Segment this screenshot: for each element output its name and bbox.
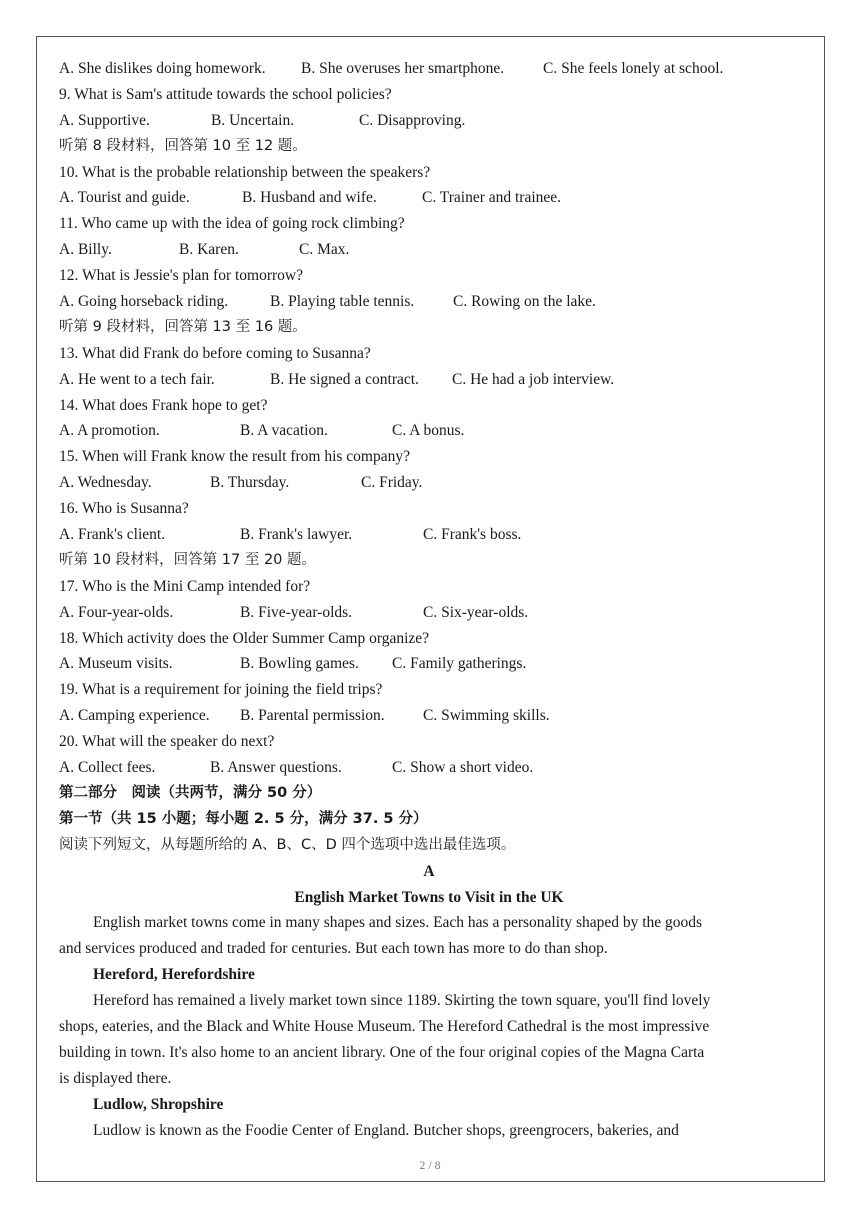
paragraph-hereford — [59, 988, 799, 1092]
q9-option-b: B. Uncertain. — [211, 111, 295, 129]
paragraph-hereford-line: building in town. It's also home to an ancient library. One of the four original copies of the Magna Carta — [59, 1043, 705, 1061]
paragraph-hereford-line: shops, eateries, and the Black and White House Museum. The Hereford Cathedral is the most impressive — [59, 1017, 710, 1035]
q11-options — [59, 237, 799, 263]
q20-option-a: A. Collect fees. — [59, 759, 156, 777]
paragraph-intro — [59, 910, 799, 962]
q15-option-a: A. Wednesday. — [59, 474, 152, 492]
q13-options — [59, 367, 799, 393]
q10-option-a: A. Tourist and guide. — [59, 189, 190, 207]
q11-stem: 11. Who came up with the idea of going rock climbing? — [59, 215, 405, 233]
q11-option-b: B. Karen. — [179, 241, 239, 259]
q13-option-a: A. He went to a tech fair. — [59, 370, 215, 388]
q14-options — [59, 418, 799, 444]
paragraph-ludlow — [59, 1118, 799, 1144]
part-2-title: 第二部分 阅读（共两节，满分 50 分） — [59, 784, 322, 801]
q19-stem: 19. What is a requirement for joining the field trips? — [59, 681, 383, 699]
q11-option-c: C. Max. — [299, 241, 350, 259]
q14-option-c: C. A bonus. — [392, 422, 465, 440]
q10-options — [59, 185, 799, 211]
paragraph-intro-line: and services produced and traded for centuries. But each town has more to do than shop. — [59, 940, 608, 958]
q16-stem: 16. Who is Susanna? — [59, 500, 189, 518]
q20-option-b: B. Answer questions. — [210, 759, 342, 777]
paragraph-ludlow-line: Ludlow is known as the Foodie Center of England. Butcher shops, greengrocers, bakeries, and — [93, 1121, 679, 1139]
q18-stem: 18. Which activity does the Older Summer Camp organize? — [59, 629, 430, 647]
page-content — [59, 56, 799, 1143]
q19-option-c: C. Swimming skills. — [423, 707, 550, 725]
q17-stem: 17. Who is the Mini Camp intended for? — [59, 577, 311, 595]
q17-option-c: C. Six-year-olds. — [423, 603, 529, 621]
q15-options — [59, 470, 799, 496]
reading-instructions: 阅读下列短文，从每题所给的 A、B、C、D 四个选项中选出最佳选项。 — [59, 836, 516, 853]
q9-stem: 9. What is Sam's attitude towards the school policies? — [59, 85, 392, 103]
q18-option-b: B. Bowling games. — [240, 655, 359, 673]
page-number: 2 / 8 — [419, 1158, 441, 1172]
q19-option-b: B. Parental permission. — [240, 707, 385, 725]
q16-option-c: C. Frank's boss. — [423, 526, 522, 544]
q8-option-c: C. She feels lonely at school. — [543, 60, 724, 77]
q10-option-c: C. Trainer and trainee. — [422, 189, 562, 207]
q11-option-a: A. Billy. — [59, 241, 112, 259]
q12-option-a: A. Going horseback riding. — [59, 293, 229, 311]
paragraph-hereford-line: Hereford has remained a lively market town since 1189. Skirting the town square, you'll find lovely — [93, 992, 711, 1010]
q9-options — [59, 108, 799, 134]
q8-options — [59, 56, 799, 82]
q16-option-b: B. Frank's lawyer. — [240, 526, 353, 544]
passage-title: English Market Towns to Visit in the UK — [294, 888, 564, 906]
q19-option-a: A. Camping experience. — [59, 707, 210, 725]
q12-option-b: B. Playing table tennis. — [270, 293, 415, 311]
q18-options — [59, 651, 799, 677]
q14-option-b: B. A vacation. — [240, 422, 328, 440]
q9-option-a: A. Supportive. — [59, 111, 150, 129]
q14-stem: 14. What does Frank hope to get? — [59, 396, 268, 414]
q12-option-c: C. Rowing on the lake. — [453, 293, 596, 311]
paragraph-hereford-line: is displayed there. — [59, 1069, 172, 1087]
q15-option-b: B. Thursday. — [210, 474, 290, 492]
section-9-instruction: 听第 9 段材料，回答第 13 至 16 题。 — [59, 318, 307, 335]
q13-option-c: C. He had a job interview. — [452, 370, 615, 388]
q8-option-b: B. She overuses her smartphone. — [301, 60, 505, 77]
q9-option-c: C. Disapproving. — [359, 111, 466, 129]
q17-options — [59, 600, 799, 626]
q13-stem: 13. What did Frank do before coming to Susanna? — [59, 344, 371, 362]
q20-option-c: C. Show a short video. — [392, 759, 534, 777]
paragraph-intro-line: English market towns come in many shapes and sizes. Each has a personality shaped by the goods — [93, 914, 703, 932]
q20-options — [59, 755, 799, 781]
q18-option-a: A. Museum visits. — [59, 655, 173, 673]
q16-option-a: A. Frank's client. — [59, 526, 166, 544]
q10-option-b: B. Husband and wife. — [242, 189, 377, 207]
q17-option-a: A. Four-year-olds. — [59, 603, 174, 621]
q18-option-c: C. Family gatherings. — [392, 655, 527, 673]
q20-stem: 20. What will the speaker do next? — [59, 733, 275, 751]
section-8-instruction: 听第 8 段材料，回答第 10 至 12 题。 — [59, 137, 307, 154]
passage-letter: A — [423, 862, 435, 880]
heading-hereford: Hereford, Herefordshire — [93, 966, 255, 984]
q16-options — [59, 522, 799, 548]
section-10-instruction: 听第 10 段材料，回答第 17 至 20 题。 — [59, 551, 317, 568]
q15-stem: 15. When will Frank know the result from his company? — [59, 448, 410, 466]
q12-stem: 12. What is Jessie's plan for tomorrow? — [59, 267, 304, 285]
q13-option-b: B. He signed a contract. — [270, 370, 419, 388]
heading-ludlow: Ludlow, Shropshire — [93, 1095, 224, 1113]
q10-stem: 10. What is the probable relationship between the speakers? — [59, 163, 431, 181]
section-1-title: 第一节（共 15 小题；每小题 2. 5 分，满分 37. 5 分） — [59, 810, 428, 827]
q12-options — [59, 289, 799, 315]
q15-option-c: C. Friday. — [361, 474, 423, 492]
q19-options — [59, 703, 799, 729]
q8-option-a: A. She dislikes doing homework. — [59, 60, 266, 77]
q17-option-b: B. Five-year-olds. — [240, 603, 353, 621]
q14-option-a: A. A promotion. — [59, 422, 160, 440]
